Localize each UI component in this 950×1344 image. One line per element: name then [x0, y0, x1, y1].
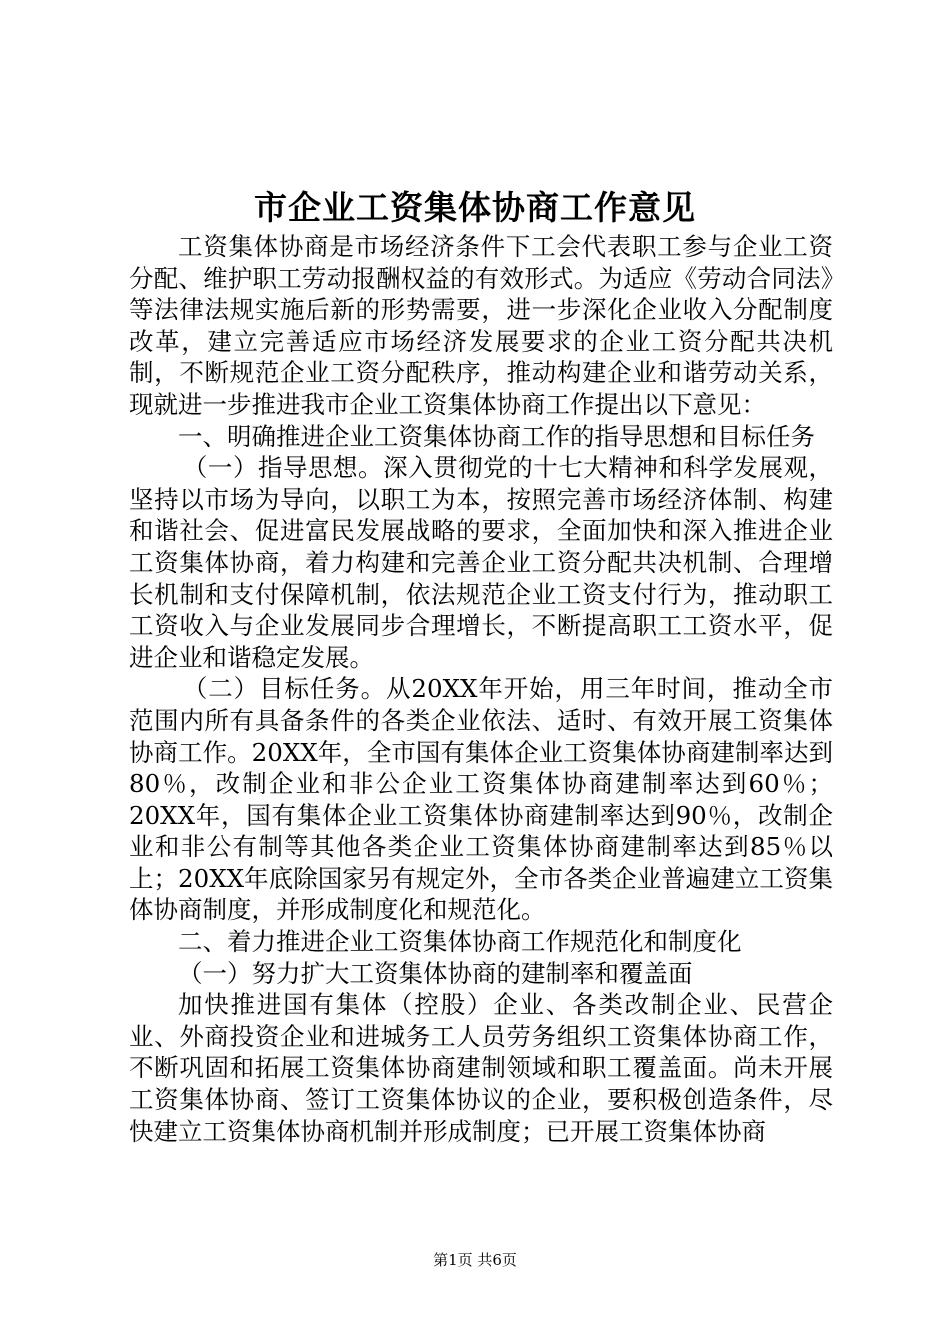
- paragraph-guiding-thought: （一）指导思想。深入贯彻党的十七大精神和科学发展观，坚持以市场为导向，以职工为本，按照完善市场经济体制、构建和谐社会、促进富民发展战略的要求，全面加快和深入推进企业工资集体协商，着力构建和完善企业工资分配共决机制、合理增长机制和支付保障机制，依法规范企业工资支付行为，推动职工工资收入与企业发展同步合理增长，不断提高职工工资水平，促进企业和谐稳定发展。: [129, 453, 833, 672]
- paragraph-intro: 工资集体协商是市场经济条件下工会代表职工参与企业工资分配、维护职工劳动报酬权益的有效形式。为适应《劳动合同法》等法律法规实施后新的形势需要，进一步深化企业收入分配制度改革，建立完善适应市场经济发展要求的企业工资分配共决机制，不断规范企业工资分配秩序，推动构建企业和谐劳动关系，现就进一步推进我市企业工资集体协商工作提出以下意见：: [129, 232, 833, 419]
- document-body: [129, 231, 833, 1147]
- heading-section-1: 一、明确推进企业工资集体协商工作的指导思想和目标任务: [178, 421, 815, 451]
- subheading-expand-coverage: （一）努力扩大工资集体协商的建制率和覆盖面: [178, 958, 693, 988]
- page-number-footer: 第1页 共6页: [433, 1251, 517, 1269]
- heading-section-2: 二、着力推进企业工资集体协商工作规范化和制度化: [178, 927, 742, 957]
- paragraph-expand-coverage: 加快推进国有集体（控股）企业、各类改制企业、民营企业、外商投资企业和进城务工人员劳务组织工资集体协商工作，不断巩固和拓展工资集体协商建制领域和职工覆盖面。尚未开展工资集体协商、签订工资集体协议的企业，要积极创造条件，尽快建立工资集体协商机制并形成制度；已开展工资集体协商: [129, 990, 833, 1146]
- document-title: 市企业工资集体协商工作意见: [254, 188, 696, 227]
- paragraph-target-tasks: （二）目标任务。从20XX年开始，用三年时间，推动全市范围内所有具备条件的各类企业依法、适时、有效开展工资集体协商工作。20XX年，全市国有集体企业工资集体协商建制率达到80％，改制企业和非公企业工资集体协商建制率达到60％；20XX年，国有集体企业工资集体协商建制率达到90％，改制企业和非公有制等其他各类企业工资集体协商建制率达到85％以上；20XX年底除国家另有规定外，全市各类企业普遍建立工资集体协商制度，并形成制度化和规范化。: [129, 674, 833, 925]
